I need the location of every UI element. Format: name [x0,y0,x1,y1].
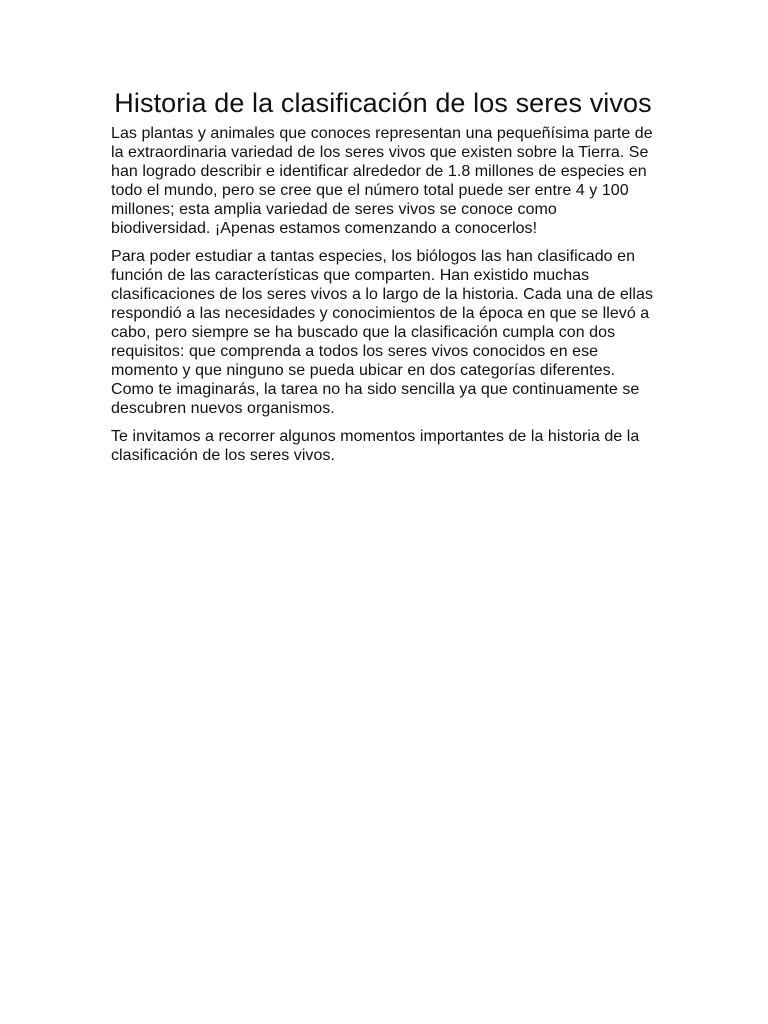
document-body [111,86,659,474]
paragraph-classification: Para poder estudiar a tantas especies, los biólogos las han clasificado en función de las características que comparten. Han existido muchas clasificaciones de los seres vivos a lo largo de la historia. Cada una de ellas respondió a las necesidades y conocimientos de la época en que se llevó a cabo, pero siempre se ha buscado que la clasificación cumpla con dos requisitos: que comprenda a todos los seres vivos conocidos en ese momento y que ninguno se pueda ubicar en dos categorías diferentes. Como te imaginarás, la tarea no ha sido sencilla ya que continuamente se descubren nuevos organismos. [111,248,654,417]
paragraph-intro: Las plantas y animales que conoces representan una pequeñísima parte de la extraordinaria variedad de los seres vivos que existen sobre la Tierra. Se han logrado describir e identificar alrededor de 1.8 millones de especies en todo el mundo, pero se cree que el número total puede ser entre 4 y 100 millones; esta amplia variedad de seres vivos se conoce como biodiversidad. ¡Apenas estamos comenzando a conocerlos! [111,125,653,237]
paragraph-invitation: Te invitamos a recorrer algunos momentos importantes de la historia de la clasificación de los seres vivos. [111,428,640,464]
document-title: Historia de la clasificación de los seres vivos [114,88,652,118]
